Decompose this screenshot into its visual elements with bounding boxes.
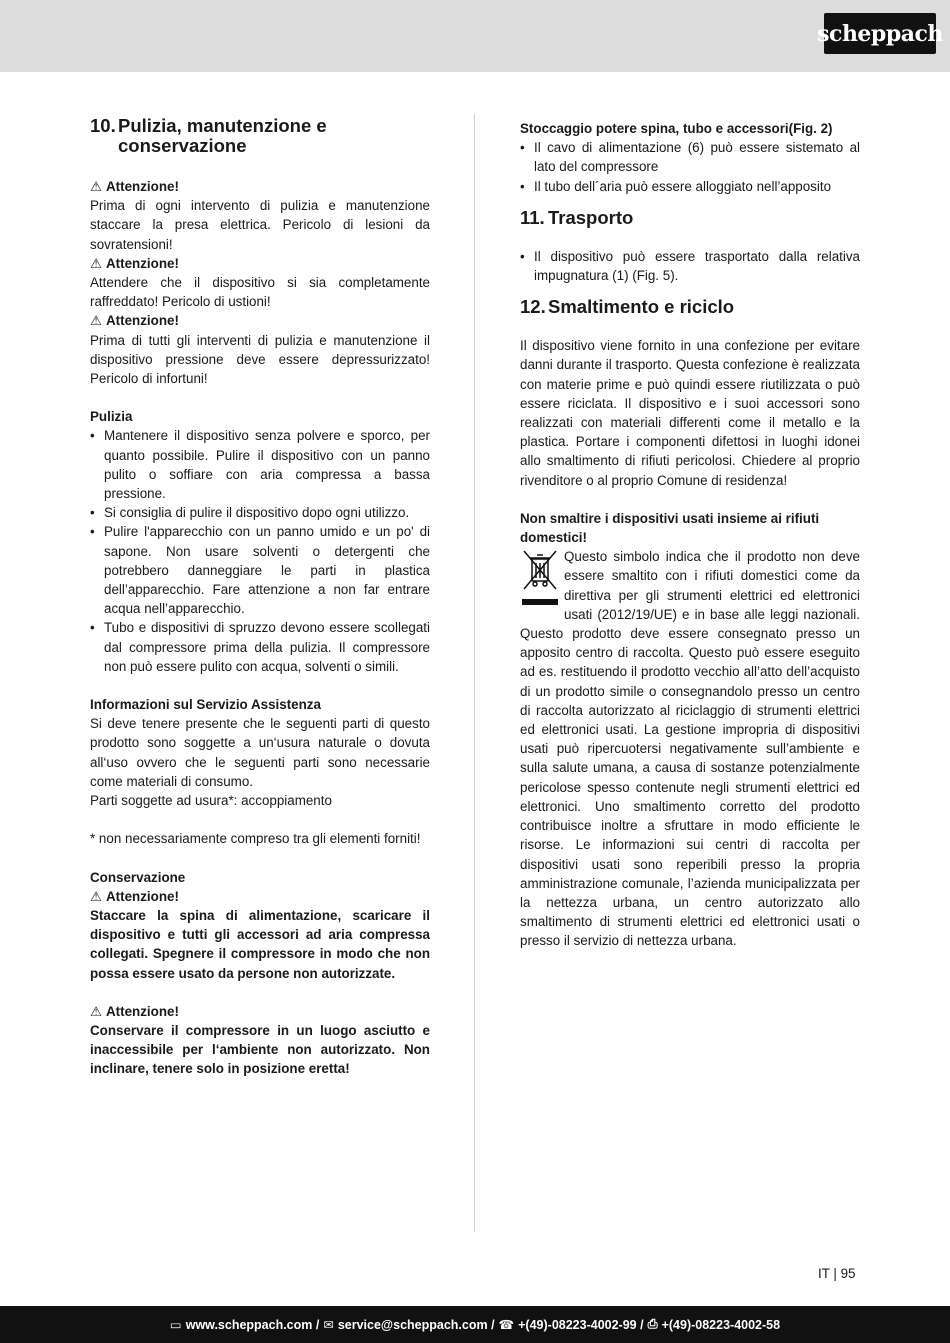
list-item: • Il dispositivo può essere trasportato dalla relativa impugnatura (1) (Fig. 5).: [520, 247, 860, 285]
trasporto-list: [520, 247, 860, 285]
weee-text: Questo simbolo indica che il prodotto non deve essere smaltito con i rifiuti domestici come da direttiva per gli strumenti elettrici ed elettronici usati (2012/19/UE) e in base alle leggi nazionali. Questo prodotto deve essere consegnato presso un apposito centro di raccolta. Questo può essere eseguito ad es. restituendo il prodotto vecchio all’atto dell’acquisto di un prodotto simile o consegnandolo presso un centro di raccolta autorizzato al riciclaggio di strumenti elettrici ed elettronici usati. La gestione impropria di dispositivi usati può ripercuotersi negativamente sull’ambiente e sulla salute umana, a causa di sostanze potenzialmente pericolose spesso contenute negli strumenti elettrici ed elettronici. Uno smaltimento corretto del prodotto contribuisce inoltre a sfruttare in modo efficiente le risorse. Le informazioni sui centri di raccolta per dispositivi usati sono reperibili presso la propria amministrazione comunale, l’azienda municipalizzata per la nettezza urbana, un centro autorizzato allo smaltimento di strumenti elettrici ed elettronici usati o presso il servizio di nettezza urbana.: [520, 549, 860, 949]
right-column: [520, 116, 860, 951]
warning-text: Attendere che il dispositivo si sia completamente raffreddato! Pericolo di ustioni!: [90, 275, 430, 310]
section-11-heading: 11. Trasporto: [520, 206, 634, 228]
warning-label: ⚠ Attenzione!: [90, 1002, 430, 1021]
left-column: [90, 116, 430, 1079]
fax-icon: ⎙: [647, 1317, 658, 1331]
computer-icon: ▭: [169, 1318, 182, 1332]
weee-heading: Non smaltire i dispositivi usati insieme ai rifiuti domestici!: [520, 510, 820, 546]
warning-triangle-icon: ⚠: [90, 255, 103, 271]
servizio-footnote: * non necessariamente compreso tra gli elementi forniti!: [90, 831, 421, 847]
warning-label: ⚠ Attenzione!: [90, 177, 430, 196]
brand-logo: scheppach: [824, 13, 936, 54]
conservazione-warning-text: Staccare la spina di alimentazione, scaricare il dispositivo e tutti gli accessori ad aria compressa collegati. Spegnere il compressore in modo che non possa essere usato da persone non autorizzate.: [90, 907, 430, 981]
pulizia-heading: Pulizia: [90, 409, 133, 425]
list-item: • Il tubo dell´aria può essere alloggiato nell’apposito: [520, 177, 860, 196]
footer-email[interactable]: service@scheppach.com /: [337, 1317, 495, 1332]
footer-bar: [0, 1306, 950, 1343]
conservazione-warning-text: Conservare il compressore in un luogo asciutto e inaccessibile per l‘ambiente non autorizzato. Non inclinare, tenere solo in posizione eretta!: [90, 1022, 430, 1077]
warning-triangle-icon: ⚠: [90, 179, 103, 194]
list-item: • Si consiglia di pulire il dispositivo dopo ogni utilizzo.: [90, 503, 430, 522]
list-item: • Pulire l'apparecchio con un panno umido e un po' di sapone. Non usare solventi o detergenti che potrebbero danneggiare le parti in plastica dell’apparecchio. Fare attenzione a non far entrare acqua nell’apparecchio.: [90, 522, 430, 618]
warning-text: Prima di tutti gli interventi di pulizia e manutenzione il dispositivo pressione deve essere depressurizzato! Pericolo di infortuni!: [90, 332, 430, 387]
footer-website[interactable]: www.scheppach.com /: [185, 1317, 320, 1332]
stoccaggio-list: [520, 138, 860, 196]
page-number: IT | 95: [818, 1266, 856, 1281]
footer-phone[interactable]: +(49)-08223-4002-99 /: [518, 1317, 644, 1332]
warning-triangle-icon: ⚠: [90, 888, 103, 904]
warning-triangle-icon: ⚠: [90, 1003, 103, 1019]
mail-icon: ✉: [323, 1318, 334, 1332]
footer-fax[interactable]: +(49)-08223-4002-58: [661, 1317, 781, 1332]
weee-crossed-bin-icon: [520, 549, 560, 617]
list-item: • Mantenere il dispositivo senza polvere e sporco, per quanto possibile. Pulire il dispositivo con un panno pulito o soffiare con aria compressa a bassa pressione.: [90, 426, 430, 503]
phone-icon: ☎: [498, 1318, 515, 1332]
section-12-heading: 12. Smaltimento e riciclo: [520, 296, 735, 318]
stoccaggio-heading: Stoccaggio potere spina, tubo e accessori(Fig. 2): [520, 121, 833, 136]
weee-block: [520, 547, 860, 950]
section-10-heading: 10. Pulizia, manutenzione e conservazione: [90, 115, 327, 156]
list-item: • Il cavo di alimentazione (6) può essere sistemato al lato del compressore: [520, 138, 860, 176]
warning-triangle-icon: ⚠: [90, 313, 103, 329]
pulizia-list: [90, 426, 430, 676]
servizio-heading: Informazioni sul Servizio Assistenza: [90, 697, 321, 713]
servizio-text: Si deve tenere presente che le seguenti parti di questo prodotto sono soggette a un‘usura naturale o dovuta all‘uso ovvero che le seguenti parti sono necessarie come materiali di consumo.: [90, 716, 430, 789]
header-band: [0, 0, 950, 72]
servizio-parts: Parti soggette ad usura*: accoppiamento: [90, 793, 332, 809]
smaltimento-text: Il dispositivo viene fornito in una confezione per evitare danni durante il trasporto. Questa confezione è realizzata con materie prime e può quindi essere riutilizzata o può essere riciclata. Il dispositivo e i suoi accessori sono realizzati con materiali differenti come il metallo e la plastica. Portare i componenti difettosi in luoghi idonei allo smaltimento di rifiuti pericolosi. Chiedere al proprio rivenditore o al proprio Comune di residenza!: [520, 338, 860, 488]
warning-text: Prima di ogni intervento di pulizia e manutenzione staccare la presa elettrica. Pericolo di lesioni da sovratensioni!: [90, 198, 430, 252]
list-item: • Tubo e dispositivi di spruzzo devono essere scollegati dal compressore prima della pulizia. Il compressore non può essere pulito con acqua, solventi o simili.: [90, 618, 430, 676]
conservazione-heading: Conservazione: [90, 869, 186, 885]
column-divider: [474, 114, 475, 1232]
warning-label: ⚠ Attenzione!: [90, 254, 430, 273]
warning-label: ⚠ Attenzione!: [90, 887, 430, 906]
warning-label: ⚠ Attenzione!: [90, 311, 430, 330]
